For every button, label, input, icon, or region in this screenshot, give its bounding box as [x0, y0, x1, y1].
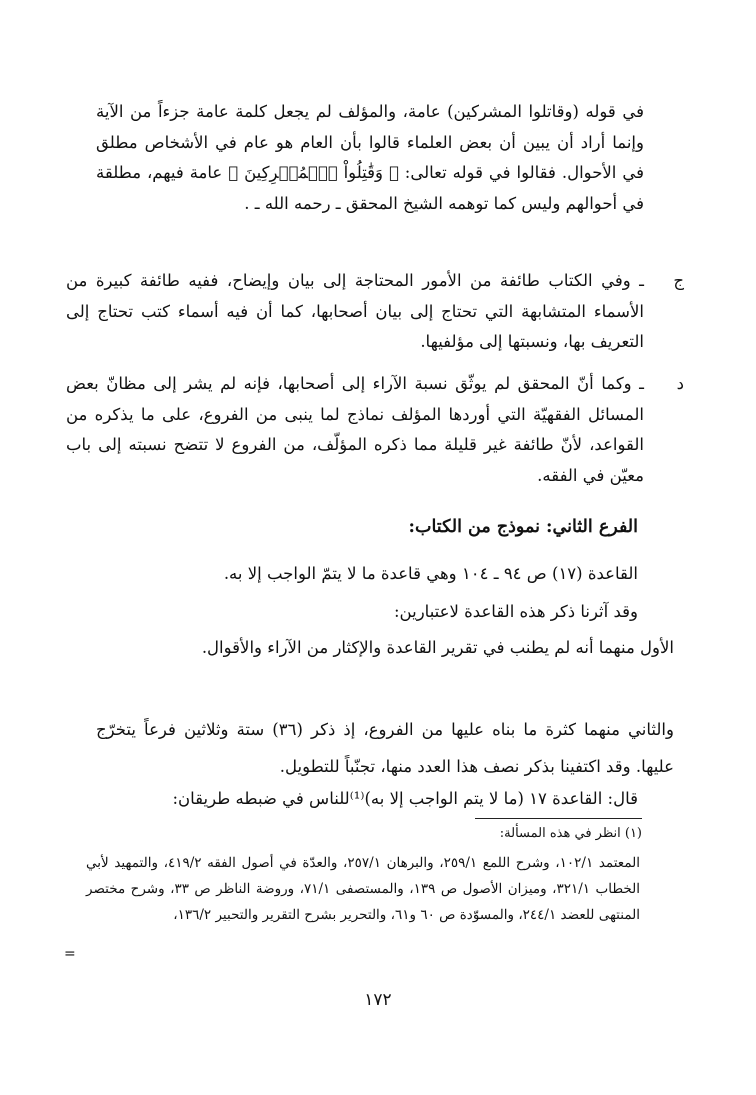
reason-second: والثاني منهما كثرة ما بناه عليها من الفروع، إذ ذكر (٣٦) ستة وثلاثين فرعاً يتخرّج عليها. وقد اكتفينا بذكر نصف هذا العدد منها، تجنّباً للتطويل. — [96, 720, 674, 776]
footnote-continued-mark: = — [64, 946, 76, 962]
footnote-separator — [475, 818, 642, 819]
rule-line: القاعدة (١٧) ص ٩٤ ـ ١٠٤ وهي قاعدة ما لا يتمّ الواجب إلا به. — [223, 564, 638, 583]
reason-intro: وقد آثرنا ذكر هذه القاعدة لاعتبارين: — [393, 602, 638, 621]
quote-line: قال: القاعدة ١٧ (ما لا يتم الواجب إلا به)⁽¹⁾للناس في ضبطه طريقان: — [172, 789, 638, 808]
intro-paragraph: في قوله (وقاتلوا المشركين) عامة، والمؤلف لم يجعل كلمة عامة جزءاً من الآية وإنما أراد أن يبين أن بعض العلماء قالوا بأن العام هو عام في الأشخاص مطلق في الأحوال. فقالوا في قوله تعالى: ﴿ وَقَٰتِلُواْ ٱلۡمُشۡرِكِينَ ﴾ عامة فيهم، مطلقة في أحوالهم وليس كما توهمه الشيخ المحقق ـ رحمه الله ـ . — [96, 102, 644, 213]
list-item-c-text: ـ وفي الكتاب طائفة من الأمور المحتاجة إلى بيان وإيضاح، ففيه طائفة كبيرة من الأسماء المتشابهة التي تحتاج إلى بيان أصحابها، كما أن فيه أسماء كتب تحتاج إلى التعريف بها، ونسبتها إلى مؤلفيها. — [66, 271, 644, 351]
list-marker-d: د — [676, 374, 684, 393]
list-marker-c: ج — [673, 271, 684, 290]
page-number: ١٧٢ — [364, 990, 392, 1010]
list-item-d-text: ـ وكما أنّ المحقق لم يوثّق نسبة الآراء إلى أصحابها، فإنه لم يشر إلى مظانّ بعض المسائل الفقهيّة التي أوردها المؤلف نماذج لما ينبى من الفروع، على ما يذكره من القواعد، لأنّ طائفة غير قليلة مما ذكره المؤلّف، من الفروع لا تتضح نسبته إلى باب معيّن في الفقه. — [66, 374, 644, 485]
footnote-text: المعتمد ١٠٢/١، وشرح اللمع ٢٥٩/١، والبرهان ٢٥٧/١، والعدّة في أصول الفقه ٤١٩/٢، والتمهيد لأبي الخطاب ٣٢١/١، وميزان الأصول ص ١٣٩، والمستصفى ٧١/١، وروضة الناظر ص ٣٣، وشرح مختصر المنتهى للعضد ٢٤٤/١، والمسوّدة ص ٦٠ و٦١، والتحرير بشرح التقرير والتحبير ١٣٦/٢، — [86, 855, 640, 923]
list-item-c — [66, 266, 684, 358]
reason-first: الأول منهما أنه لم يطنب في تقرير القاعدة والإكثار من الآراء والأقوال. — [201, 638, 674, 657]
footnote-title: (١) انظر في هذه المسألة: — [499, 826, 642, 841]
list-item-d — [66, 369, 684, 491]
section-heading: الفرع الثاني: نموذج من الكتاب: — [408, 517, 638, 537]
